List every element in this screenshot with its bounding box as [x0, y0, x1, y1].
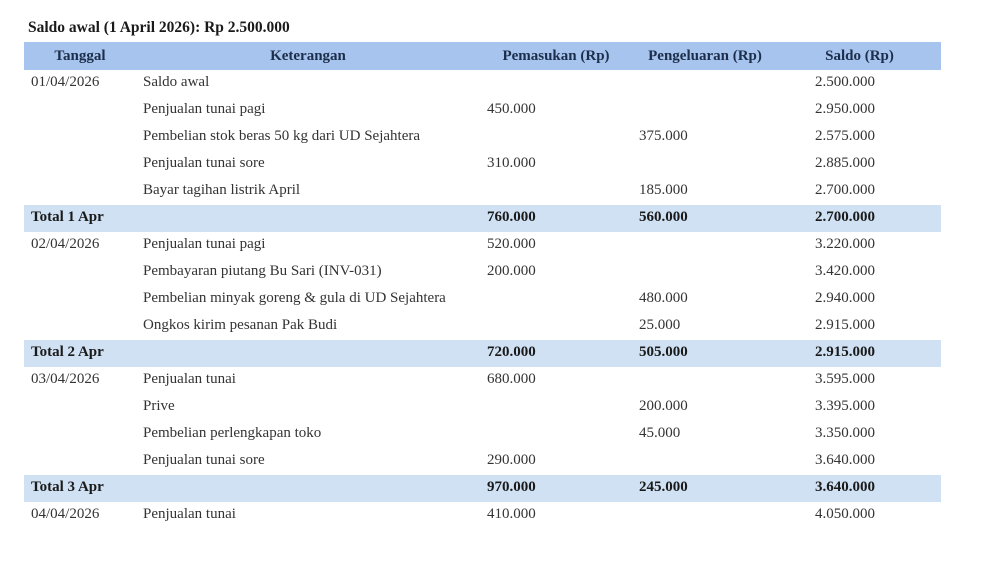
description-cell: Penjualan tunai sore — [143, 452, 265, 468]
balance-cell: 2.950.000 — [815, 101, 875, 117]
header-saldo: Saldo (Rp) — [778, 42, 941, 70]
table-row — [24, 70, 941, 97]
income-cell: 520.000 — [487, 236, 536, 252]
income-cell: 290.000 — [487, 452, 536, 468]
balance-cell: 2.700.000 — [778, 205, 941, 232]
description-cell: Pembelian perlengkapan toko — [143, 425, 322, 441]
balance-cell: 2.575.000 — [815, 128, 875, 144]
income-cell: 680.000 — [487, 371, 536, 387]
description-cell: Bayar tagihan listrik April — [143, 182, 301, 198]
header-keterangan: Keterangan — [136, 42, 480, 70]
balance-cell: 2.915.000 — [815, 317, 875, 333]
expense-cell — [632, 97, 778, 124]
total-row — [24, 340, 941, 367]
date-cell: Total 3 Apr — [24, 475, 136, 502]
income-cell: 760.000 — [480, 205, 632, 232]
table-header — [24, 42, 941, 70]
header-tanggal: Tanggal — [24, 42, 136, 70]
header-pengeluaran: Pengeluaran (Rp) — [632, 42, 778, 70]
income-cell — [480, 394, 632, 421]
expense-cell: 25.000 — [639, 317, 681, 333]
table-row — [24, 286, 941, 313]
table-row — [24, 394, 941, 421]
cash-ledger-table — [24, 42, 941, 529]
balance-cell: 3.595.000 — [815, 371, 875, 387]
table-row — [24, 367, 941, 394]
expense-cell: 185.000 — [639, 182, 688, 198]
income-cell — [480, 313, 632, 340]
expense-cell: 200.000 — [639, 398, 688, 414]
date-cell: 02/04/2026 — [31, 236, 100, 252]
description-cell — [136, 205, 480, 232]
opening-balance-title: Saldo awal (1 April 2026): Rp 2.500.000 — [28, 19, 290, 36]
description-cell: Pembelian stok beras 50 kg dari UD Sejahtera — [143, 128, 421, 144]
date-cell — [24, 448, 136, 475]
description-cell: Penjualan tunai pagi — [143, 101, 266, 117]
income-cell — [480, 70, 632, 97]
expense-cell — [632, 70, 778, 97]
description-cell: Ongkos kirim pesanan Pak Budi — [143, 317, 338, 333]
date-cell: Total 1 Apr — [24, 205, 136, 232]
income-cell — [480, 286, 632, 313]
table-row — [24, 259, 941, 286]
description-cell — [136, 340, 480, 367]
balance-cell: 3.220.000 — [815, 236, 875, 252]
date-cell — [24, 124, 136, 151]
date-cell — [24, 313, 136, 340]
income-cell: 450.000 — [487, 101, 536, 117]
balance-cell: 2.500.000 — [815, 74, 875, 90]
header-pemasukan: Pemasukan (Rp) — [480, 42, 632, 70]
income-cell: 200.000 — [487, 263, 536, 279]
expense-cell: 245.000 — [632, 475, 778, 502]
date-cell: 04/04/2026 — [31, 506, 100, 522]
date-cell — [24, 259, 136, 286]
balance-cell: 3.420.000 — [815, 263, 875, 279]
balance-cell: 2.700.000 — [815, 182, 875, 198]
table-row — [24, 232, 941, 259]
date-cell: 03/04/2026 — [31, 371, 100, 387]
date-cell — [24, 394, 136, 421]
table-row — [24, 151, 941, 178]
date-cell: Total 2 Apr — [24, 340, 136, 367]
table-row — [24, 313, 941, 340]
date-cell — [24, 178, 136, 205]
table-row — [24, 97, 941, 124]
income-cell: 410.000 — [487, 506, 536, 522]
total-row — [24, 475, 941, 502]
expense-cell — [632, 367, 778, 394]
balance-cell: 3.395.000 — [815, 398, 875, 414]
description-cell: Saldo awal — [143, 74, 210, 90]
balance-cell: 2.915.000 — [778, 340, 941, 367]
balance-cell: 2.885.000 — [815, 155, 875, 171]
description-cell: Penjualan tunai — [143, 506, 236, 522]
description-cell: Penjualan tunai sore — [143, 155, 265, 171]
income-cell — [480, 124, 632, 151]
date-cell — [24, 421, 136, 448]
date-cell: 01/04/2026 — [31, 74, 100, 90]
balance-cell: 2.940.000 — [815, 290, 875, 306]
income-cell — [480, 178, 632, 205]
description-cell — [136, 475, 480, 502]
expense-cell — [632, 259, 778, 286]
date-cell — [24, 151, 136, 178]
table-row — [24, 448, 941, 475]
income-cell: 970.000 — [480, 475, 632, 502]
table-row — [24, 421, 941, 448]
balance-cell: 3.350.000 — [815, 425, 875, 441]
description-cell: Penjualan tunai pagi — [143, 236, 266, 252]
expense-cell — [632, 232, 778, 259]
date-cell — [24, 97, 136, 124]
description-cell: Prive — [143, 398, 175, 414]
income-cell — [480, 421, 632, 448]
expense-cell: 45.000 — [639, 425, 681, 441]
expense-cell — [632, 448, 778, 475]
table-row — [24, 178, 941, 205]
expense-cell: 480.000 — [639, 290, 688, 306]
expense-cell — [632, 502, 778, 529]
income-cell: 310.000 — [487, 155, 536, 171]
expense-cell — [632, 151, 778, 178]
balance-cell: 4.050.000 — [815, 506, 875, 522]
table-row — [24, 124, 941, 151]
income-cell: 720.000 — [480, 340, 632, 367]
expense-cell: 375.000 — [639, 128, 688, 144]
balance-cell: 3.640.000 — [778, 475, 941, 502]
description-cell: Penjualan tunai — [143, 371, 236, 387]
balance-cell: 3.640.000 — [815, 452, 875, 468]
total-row — [24, 205, 941, 232]
expense-cell: 560.000 — [632, 205, 778, 232]
description-cell: Pembayaran piutang Bu Sari (INV-031) — [143, 263, 382, 279]
date-cell — [24, 286, 136, 313]
expense-cell: 505.000 — [632, 340, 778, 367]
description-cell: Pembelian minyak goreng & gula di UD Sejahtera — [143, 290, 446, 306]
table-row — [24, 502, 941, 529]
